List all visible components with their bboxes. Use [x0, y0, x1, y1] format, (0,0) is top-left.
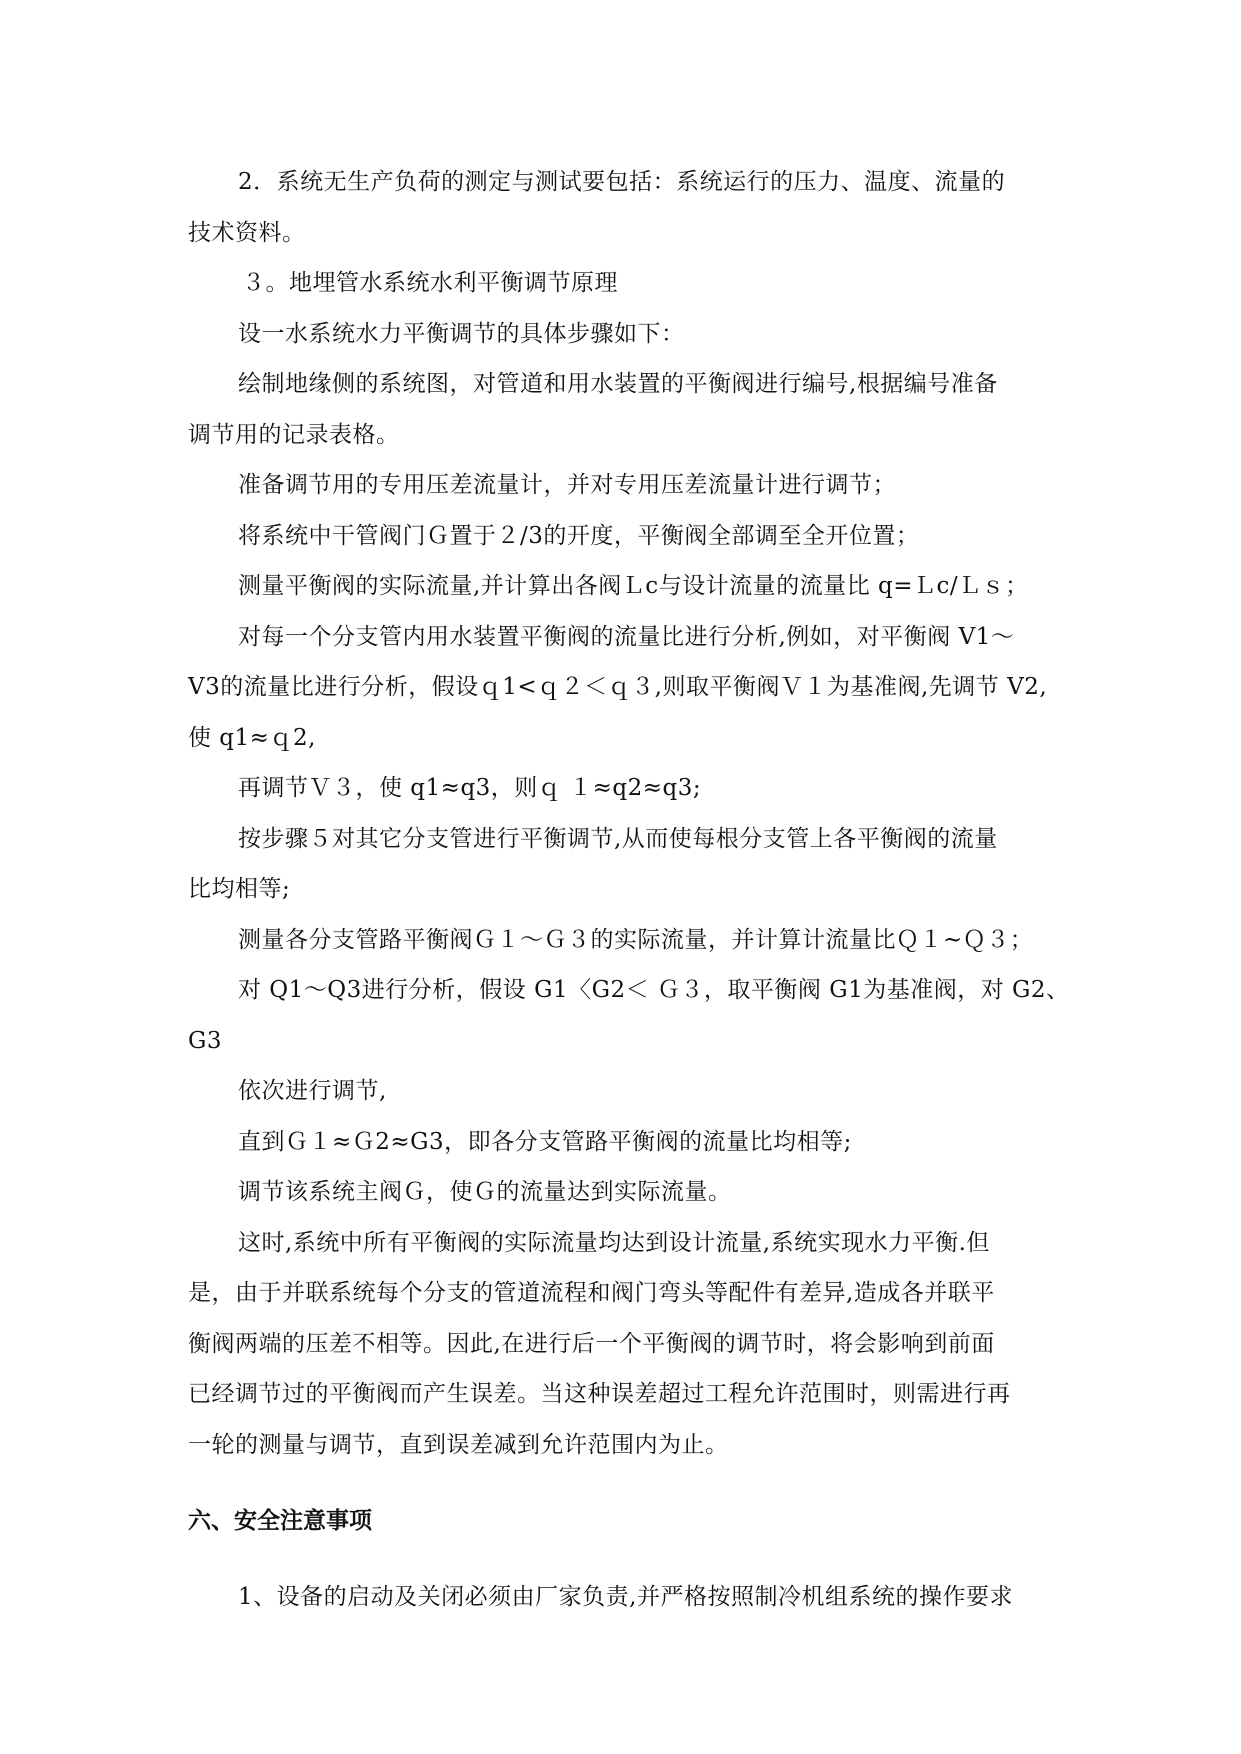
document-body [188, 157, 1070, 1623]
paragraph-line: 对每一个分支管内用水装置平衡阀的流量比进行分析,例如，对平衡阀 V1～ [238, 623, 1015, 650]
paragraph-line: 依次进行调节, [238, 1078, 387, 1104]
paragraph-line: 测量各分支管路平衡阀Ｇ１～Ｇ３的实际流量，并计算计流量比Ｑ１~Ｑ３； [238, 926, 1034, 953]
paragraph-line: 是，由于并联系统每个分支的管道流程和阀门弯头等配件有差异,造成各并联平 [188, 1280, 995, 1306]
paragraph-line: 已经调节过的平衡阀而产生误差。当这种误差超过工程允许范围时，则需进行再 [188, 1381, 1011, 1407]
paragraph-line: 将系统中干管阀门Ｇ置于２/3的开度，平衡阀全部调至全开位置； [238, 522, 920, 549]
paragraph-line: 按步骤５对其它分支管进行平衡调节,从而使每根分支管上各平衡阀的流量 [238, 825, 998, 852]
paragraph-line: 绘制地缘侧的系统图，对管道和用水装置的平衡阀进行编号,根据编号准备 [238, 371, 998, 397]
paragraph-line: 技术资料。 [188, 219, 306, 246]
paragraph-line: 2．系统无生产负荷的测定与测试要包括：系统运行的压力、温度、流量的 [238, 169, 1006, 195]
paragraph-line: 设一水系统水力平衡调节的具体步骤如下： [238, 320, 685, 347]
paragraph-line: 调节用的记录表格。 [188, 421, 400, 448]
paragraph-line: ３。地埋管水系统水利平衡调节原理 [242, 270, 618, 296]
paragraph-line: G3 [188, 1027, 223, 1054]
paragraph-line: 使 q1≈ｑ2, [188, 724, 316, 751]
paragraph-line: V3的流量比进行分析，假设ｑ1<ｑ２＜ｑ３,则取平衡阀Ｖ１为基准阀,先调节 V2, [188, 674, 1048, 700]
paragraph-line: 调节该系统主阀Ｇ，使Ｇ的流量达到实际流量。 [238, 1179, 732, 1205]
paragraph-line: 再调节Ｖ３，使 q1≈q3，则ｑ １≈q2≈q3; [238, 775, 702, 801]
paragraph-line: 1、设备的启动及关闭必须由厂家负责,并严格按照制冷机组系统的操作要求 [238, 1584, 1013, 1610]
paragraph-line: 比均相等; [188, 876, 291, 902]
paragraph-line: 对 Q1～Q3进行分析，假设 G1〈G2＜ Ｇ３，取平衡阀 G1为基准阀，对 G2、 [238, 977, 1070, 1003]
section-heading: 六、安全注意事项 [188, 1508, 372, 1534]
paragraph-line: 这时,系统中所有平衡阀的实际流量均达到设计流量,系统实现水力平衡.但 [238, 1229, 990, 1256]
paragraph-line: 测量平衡阀的实际流量,并计算出各阀Ｌc与设计流量的流量比 q=Ｌc/Ｌｓ； [238, 573, 1029, 599]
paragraph-line: 直到Ｇ１≈Ｇ2≈G3，即各分支管路平衡阀的流量比均相等; [238, 1128, 852, 1155]
paragraph-line: 准备调节用的专用压差流量计，并对专用压差流量计进行调节； [238, 472, 896, 498]
paragraph-line: 衡阀两端的压差不相等。因此,在进行后一个平衡阀的调节时，将会影响到前面 [188, 1330, 995, 1357]
paragraph-line: 一轮的测量与调节，直到误差减到允许范围内为止。 [188, 1431, 729, 1458]
